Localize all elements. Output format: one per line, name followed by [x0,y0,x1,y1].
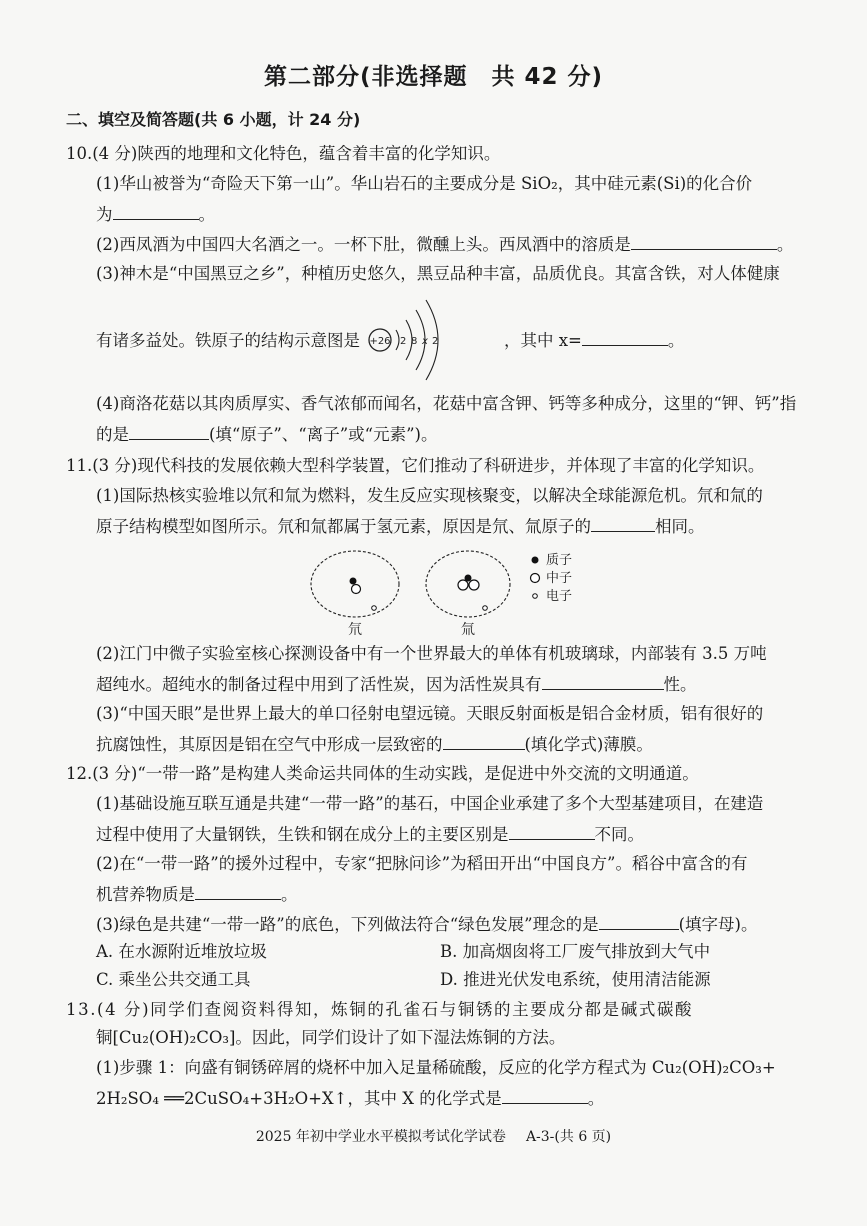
q12-option-d[interactable]: D. 推进光伏发电系统，使用清洁能源 [440,970,711,989]
q12-part1-line1: (1)基础设施互联互通是共建“一带一路”的基石，中国企业承建了多个大型基建项目，在建造 [96,794,764,813]
q10-part2: (2)西凤酒为中国四大名酒之一。一杯下肚，微醺上头。西凤酒中的溶质是 。 [96,235,794,254]
q13-1-answer-blank[interactable] [502,1088,588,1104]
q13-stem-line1: 13.(4 分)同学们查阅资料得知，炼铜的孔雀石与铜锈的主要成分都是碱式碳酸 [66,1000,694,1019]
q11-stem: 11.(3 分)现代科技的发展依赖大型科学装置，它们推动了科研进步，并体现了丰富的化学知识。 [66,456,765,475]
q10-part3-line2: 有诸多益处。铁原子的结构示意图是 ，其中 x= 。 [96,331,685,350]
q13-part1-line1: (1)步骤 1：向盛有铜锈碎屑的烧杯中加入足量稀硫酸，反应的化学方程式为 Cu₂(OH)₂CO₃+ [96,1058,776,1077]
q11-part1-line2: 原子结构模型如图所示。氘和氚都属于氢元素，原因是氘、氚原子的 相同。 [96,517,705,536]
exam-title: 2025 年初中学业水平模拟考试化学试卷 [255,1129,506,1145]
q12-option-b[interactable]: B. 加高烟囱将工厂废气排放到大气中 [440,942,711,961]
q12-part3: (3)绿色是共建“一带一路”的底色，下列做法符合“绿色发展”理念的是 (填字母)。 [96,915,758,934]
legend-electron-marker [533,594,538,599]
tritium-label: 氚 [461,622,475,638]
shell-count-2: 8 [411,336,418,347]
shell-arc-1 [396,330,399,350]
q12-1-answer-blank[interactable] [509,824,595,840]
q12-2-answer-blank[interactable] [195,884,281,900]
nucleus-charge: +26 [369,336,391,347]
legend-proton: 质子 [546,553,573,568]
q12-part2-line2: 机营养物质是 。 [96,885,298,904]
legend-proton-marker [532,557,539,564]
tritium-neutron-1 [458,580,468,590]
deuterium-electron [372,606,377,611]
q10-stem: 10.(4 分)陕西的地理和文化特色，蕴含着丰富的化学知识。 [66,144,501,163]
q10-3-answer-blank[interactable] [582,330,668,346]
q12-option-c[interactable]: C. 乘坐公共交通工具 [96,970,251,989]
q10-4-answer-blank[interactable] [129,424,209,440]
q12-part2-line1: (2)在“一带一路”的援外过程中，专家“把脉问诊”为稻田开出“中国良方”。稻谷中富含的有 [96,854,748,873]
shell-count-1: 2 [400,336,407,347]
q12-3-answer-blank[interactable] [599,914,679,930]
q11-part2-line1: (2)江门中微子实验室核心探测设备中有一个世界最大的单体有机玻璃球，内部装有 3.5 万吨 [96,644,767,663]
legend-electron: 电子 [546,589,573,604]
q10-part3-line1: (3)神木是“中国黑豆之乡”，种植历史悠久，黑豆品种丰富，品质优良。其富含铁，对人体健康 [96,264,780,283]
deuterium-neutron [352,585,361,594]
q11-2-answer-blank[interactable] [542,674,664,690]
tritium-neutron-2 [469,580,479,590]
q10-part1-line2: 为 。 [96,205,215,224]
page-footer [0,1126,867,1146]
deuterium-label: 氘 [348,622,362,638]
q10-2-answer-blank[interactable] [631,234,777,250]
iron-atom-diagram [366,292,482,388]
q11-part1-line1: (1)国际热核实验堆以氘和氚为燃料，发生反应实现核聚变，以解决全球能源危机。氘和氚的 [96,486,763,505]
page-title: 第二部分(非选择题 共 42 分) [263,64,604,90]
q11-part2-line2: 超纯水。超纯水的制备过程中用到了活性炭，因为活性炭具有 性。 [96,675,697,694]
q10-part1-line1: (1)华山被誉为“奇险天下第一山”。华山岩石的主要成分是 SiO₂，其中硅元素(Si)的化合价 [96,174,753,193]
q11-1-answer-blank[interactable] [591,516,655,532]
q13-stem-line2: 铜[Cu₂(OH)₂CO₃]。因此，同学们设计了如下湿法炼铜的方法。 [96,1028,566,1047]
legend-neutron-marker [531,574,540,583]
q11-3-answer-blank[interactable] [443,734,525,750]
isotope-model-figure [300,544,600,640]
tritium-proton [465,575,472,582]
q12-option-a[interactable]: A. 在水源附近堆放垃圾 [96,942,267,961]
shell-count-3: x [422,336,428,347]
q10-part4-line2: 的是 (填“原子”、“离子”或“元素”)。 [96,425,438,444]
shell-count-4: 2 [432,336,439,347]
q12-stem: 12.(3 分)“一带一路”是构建人类命运共同体的生动实践，是促进中外交流的文明通道。 [66,764,699,783]
q12-part1-line2: 过程中使用了大量钢铁，生铁和钢在成分上的主要区别是 不同。 [96,825,644,844]
q10-part4-line1: (4)商洛花菇以其肉质厚实、香气浓郁而闻名，花菇中富含钾、钙等多种成分，这里的“钾、钙”指 [96,394,797,413]
q11-part3-line1: (3)“中国天眼”是世界上最大的单口径射电望远镜。天眼反射面板是铝合金材质，铝有很好的 [96,704,764,723]
tritium-electron [483,606,488,611]
deuterium-proton [350,578,357,585]
legend-neutron: 中子 [546,571,573,586]
q10-1-answer-blank[interactable] [113,204,199,220]
q13-part1-line2: 2H₂SO₄ ══2CuSO₄+3H₂O+X↑，其中 X 的化学式是 。 [96,1089,605,1108]
page-number: A-3-(共 6 页) [525,1129,612,1145]
q11-part3-line2: 抗腐蚀性，其原因是铝在空气中形成一层致密的 (填化学式)薄膜。 [96,735,653,754]
section-heading: 二、填空及简答题(共 6 小题，计 24 分) [66,110,361,129]
